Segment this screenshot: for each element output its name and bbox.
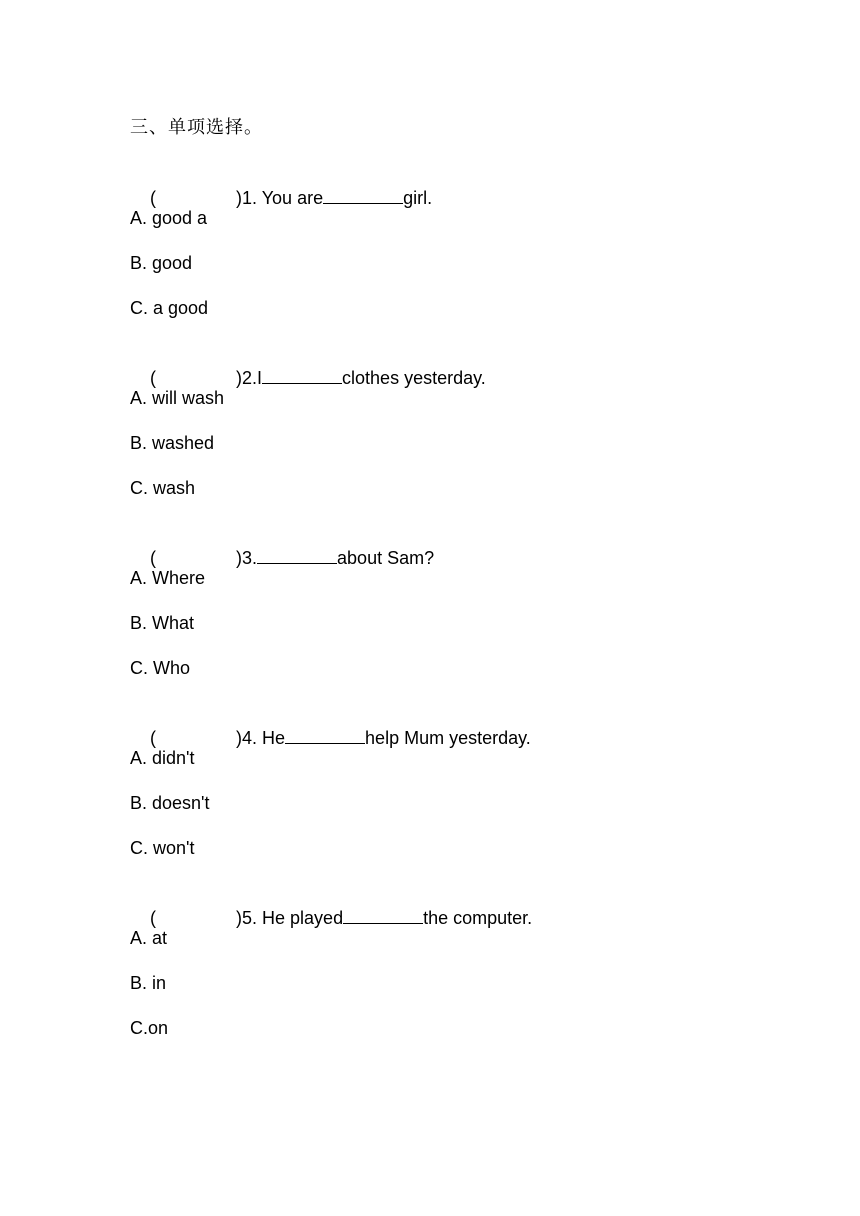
question-suffix: girl.: [403, 188, 433, 208]
option-b: B. good: [130, 253, 193, 273]
answer-blank: [262, 365, 342, 384]
question-prefix: )2.I: [236, 368, 263, 388]
question-suffix: about Sam?: [337, 548, 435, 568]
question-suffix: the computer.: [423, 908, 533, 928]
answer-blank: [285, 725, 365, 744]
answer-blank: [343, 905, 423, 924]
option-c: C. won't: [130, 838, 195, 858]
option-a: A. Where: [130, 568, 206, 588]
question-suffix: clothes yesterday.: [342, 368, 486, 388]
option-c: C. Who: [130, 658, 191, 678]
option-b: B. in: [130, 973, 167, 993]
option-b: B. What: [130, 613, 195, 633]
question-suffix: help Mum yesterday.: [365, 728, 531, 748]
question-prefix: )5. He played: [236, 908, 344, 928]
option-b: B. doesn't: [130, 793, 210, 813]
option-a: A. will wash: [130, 388, 225, 408]
question-prefix: )1. You are: [236, 188, 324, 208]
option-a: A. good a: [130, 208, 208, 228]
answer-paren-open: (: [150, 188, 157, 208]
question-prefix: )4. He: [236, 728, 286, 748]
option-a: A. at: [130, 928, 168, 948]
option-c: C. a good: [130, 298, 209, 318]
answer-blank: [323, 185, 403, 204]
section-title: 三、单项选择。: [130, 117, 263, 138]
question-5: [130, 881, 532, 954]
option-b: B. washed: [130, 433, 215, 453]
option-c: C.on: [130, 1018, 169, 1038]
option-c: C. wash: [130, 478, 196, 498]
answer-blank: [257, 545, 337, 564]
answer-paren-open: (: [150, 728, 157, 748]
answer-paren-open: (: [150, 548, 157, 568]
option-a: A. didn't: [130, 748, 195, 768]
question-prefix: )3.: [236, 548, 258, 568]
answer-paren-open: (: [150, 908, 157, 928]
answer-paren-open: (: [150, 368, 157, 388]
